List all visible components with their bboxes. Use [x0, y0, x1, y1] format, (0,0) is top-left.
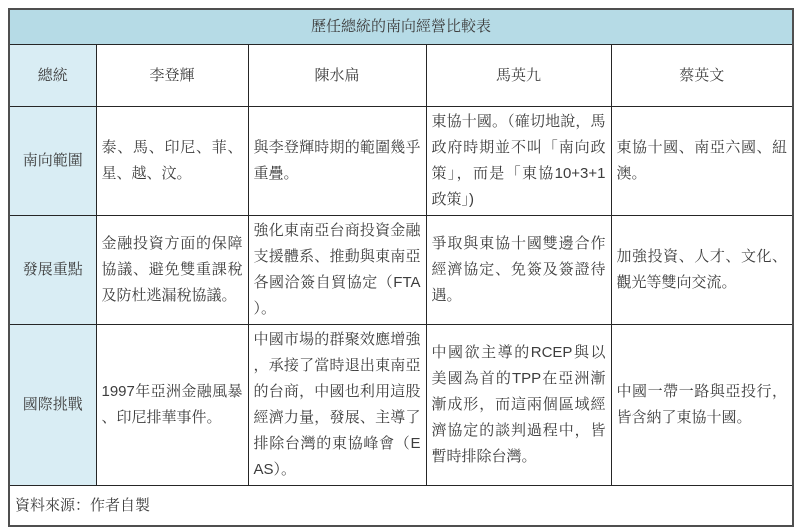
cell-scope-tsai: 東協十國、南亞六國、紐澳。 [611, 107, 793, 216]
header-cell-lee-teng-hui: 李登輝 [96, 45, 248, 107]
cell-focus-tsai: 加強投資、人才、文化、觀光等雙向交流。 [611, 216, 793, 325]
cell-scope-chen: 與李登輝時期的範圍幾乎重疊。 [248, 107, 426, 216]
cell-focus-chen: 強化東南亞台商投資金融支援體系、推動與東南亞各國洽簽自貿協定（FTA）。 [248, 216, 426, 325]
cell-scope-ma: 東協十國。（確切地說，馬政府時期並不叫「南向政策」，而是「東協10+3+1政策」) [426, 107, 611, 216]
table-footer-row [9, 486, 793, 527]
row-label-focus: 發展重點 [9, 216, 96, 325]
header-cell-ma-ying-jeou: 馬英九 [426, 45, 611, 107]
cell-challenges-chen: 中國市場的群聚效應增強，承接了當時退出東南亞的台商，中國也利用這股經濟力量，發展、主導了排除台灣的東協峰會（EAS）。 [248, 325, 426, 486]
row-label-challenges: 國際挑戰 [9, 325, 96, 486]
cell-focus-ma: 爭取與東協十國雙邊合作經濟協定、免簽及簽證待遇。 [426, 216, 611, 325]
table-title-row [9, 9, 793, 45]
header-cell-chen-shui-bian: 陳水扁 [248, 45, 426, 107]
cell-scope-lee: 泰、馬、印尼、菲、星、越、汶。 [96, 107, 248, 216]
table-header-row [9, 45, 793, 107]
table-row-focus [9, 216, 793, 325]
header-cell-tsai-ing-wen: 蔡英文 [611, 45, 793, 107]
header-cell-president: 總統 [9, 45, 96, 107]
cell-challenges-ma: 中國欲主導的RCEP與以美國為首的TPP在亞洲漸漸成形，而這兩個區域經濟協定的談判過程中，皆暫時排除台灣。 [426, 325, 611, 486]
table-row-challenges [9, 325, 793, 486]
cell-focus-lee: 金融投資方面的保障協議、避免雙重課稅及防杜逃漏稅協議。 [96, 216, 248, 325]
row-label-scope: 南向範圍 [9, 107, 96, 216]
cell-challenges-lee: 1997年亞洲金融風暴、印尼排華事件。 [96, 325, 248, 486]
table-title: 歷任總統的南向經營比較表 [9, 9, 793, 45]
table-row-scope [9, 107, 793, 216]
source-note: 資料來源：作者自製 [9, 486, 793, 527]
comparison-table [8, 8, 794, 527]
cell-challenges-tsai: 中國一帶一路與亞投行，皆含納了東協十國。 [611, 325, 793, 486]
